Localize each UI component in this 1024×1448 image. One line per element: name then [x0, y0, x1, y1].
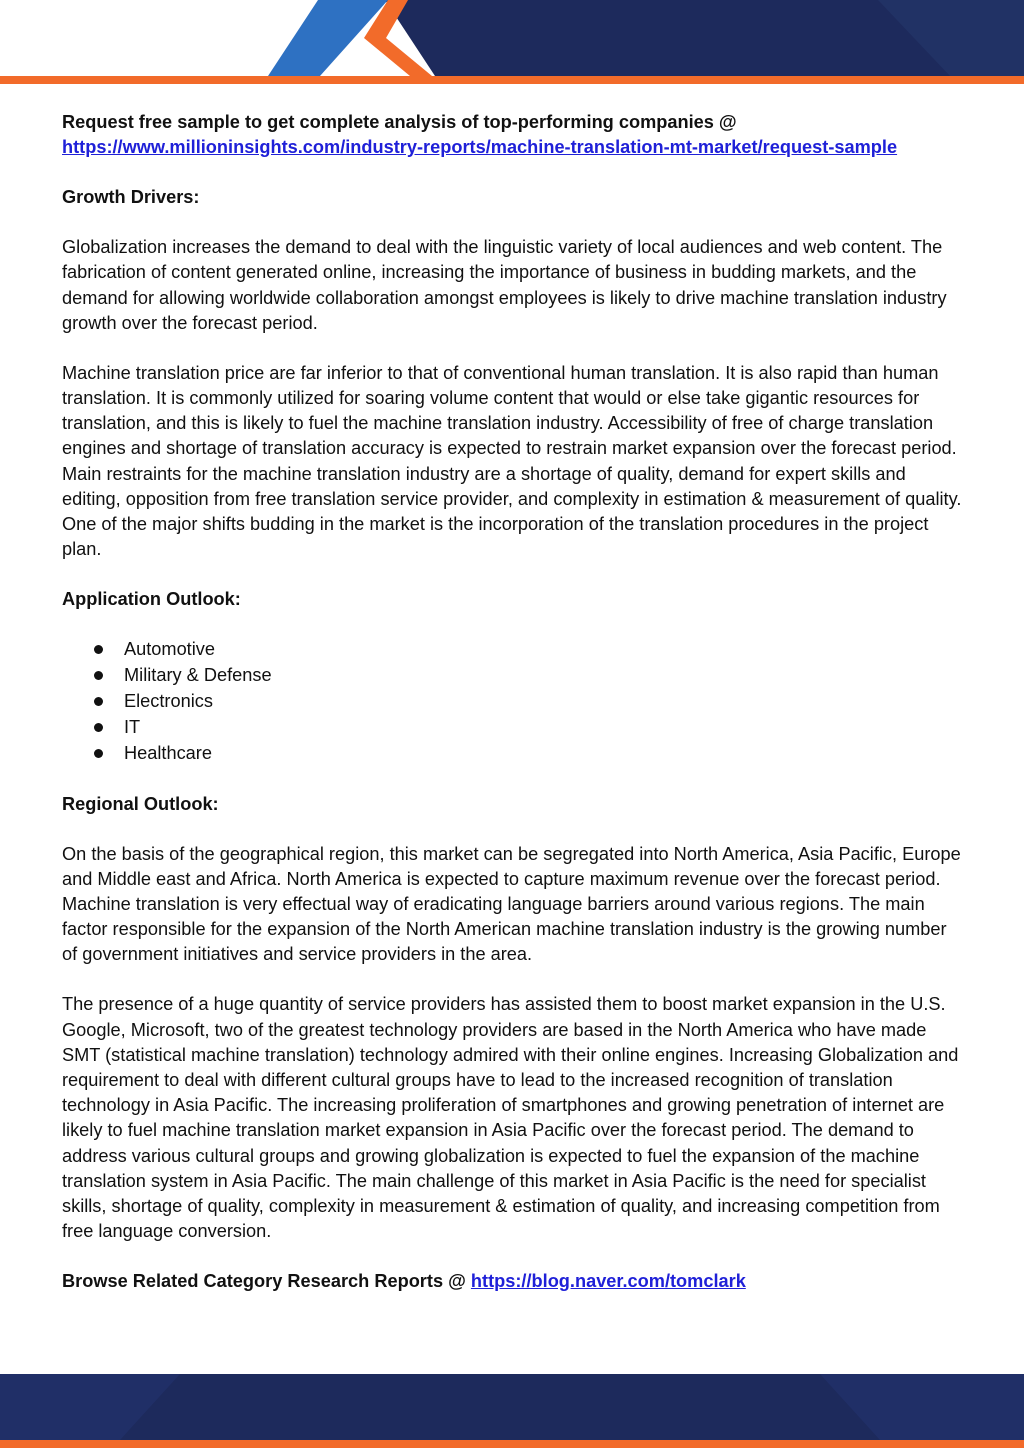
bullet-icon: [94, 723, 103, 732]
application-list: [62, 637, 962, 767]
growth-paragraph-1: Globalization increases the demand to deal with the linguistic variety of local audiences and web content. The fabrication of content generated online, increasing the importance of business in budding markets, and the demand for allowing worldwide collaboration amongst employees is likely to drive machine translation industry growth over the forecast period.: [62, 237, 947, 333]
regional-outlook-heading: Regional Outlook:: [62, 793, 219, 814]
browse-related-link[interactable]: https://blog.naver.com/tomclark: [470, 1271, 746, 1292]
bullet-icon: [94, 749, 103, 758]
request-sample-link[interactable]: https://www.millioninsights.com/industry-reports/machine-translation-mt-market/request-sample: [62, 137, 898, 158]
regional-paragraph-1: On the basis of the geographical region, this market can be segregated into North America, Asia Pacific, Europe and Middle east and Africa. North America is expected to capture maximum revenue over the forecast period. Machine translation is very effectual way of eradicating language barriers around various regions. The main factor responsible for the expansion of the North American machine translation industry is the growing number of government initiatives and service providers in the area.: [62, 843, 961, 965]
document-body: [62, 110, 962, 1319]
list-item: Healthcare: [124, 741, 962, 767]
list-item: Automotive: [124, 637, 962, 663]
list-item: IT: [124, 715, 962, 741]
browse-related-block: [62, 1269, 962, 1294]
regional-paragraph-2: The presence of a huge quantity of service providers has assisted them to boost market expansion in the U.S. Google, Microsoft, two of the greatest technology providers are based in the North America who have made SMT (statistical machine translation) technology admired with their online engines. Increasing Globalization and requirement to deal with different cultural groups have to lead to the increased recognition of translation technology in Asia Pacific. The increasing proliferation of smartphones and growing penetration of internet are likely to fuel machine translation market expansion in Asia Pacific over the forecast period. The demand to address various cultural groups and growing globalization is expected to fuel the expansion of the machine translation system in Asia Pacific. The main challenge of this market in Asia Pacific is the need for specialist skills, shortage of quality, complexity in measurement & estimation of quality, and increasing competition from free language conversion.: [62, 994, 959, 1242]
header-orange-line: [0, 76, 1024, 84]
request-sample-block: [62, 110, 962, 160]
bullet-icon: [94, 645, 103, 654]
footer-banner: [0, 1374, 1024, 1448]
bullet-icon: [94, 671, 103, 680]
growth-drivers-heading: Growth Drivers:: [62, 187, 200, 208]
list-item: Electronics: [124, 689, 962, 715]
growth-paragraph-2: Machine translation price are far inferior to that of conventional human translation. It is also rapid than human translation. It is commonly utilized for soaring volume content that would or else take gigantic resources for translation, and this is likely to fuel the machine translation industry. Accessibility of free of charge translation engines and shortage of translation accuracy is expected to restrain market expansion over the forecast period. Main restraints for the machine translation industry are a shortage of quality, demand for expert skills and editing, opposition from free translation service provider, and complexity in estimation & measurement of quality. One of the major shifts budding in the market is the incorporation of the translation procedures in the project plan.: [62, 362, 962, 560]
header-banner: [0, 0, 1024, 84]
browse-related-text: Browse Related Category Research Reports @: [62, 1271, 466, 1292]
footer-orange-line: [0, 1440, 1024, 1448]
request-sample-text: Request free sample to get complete analysis of top-performing companies @: [62, 112, 737, 132]
application-outlook-heading: Application Outlook:: [62, 589, 241, 610]
bullet-icon: [94, 697, 103, 706]
list-item: Military & Defense: [124, 663, 962, 689]
